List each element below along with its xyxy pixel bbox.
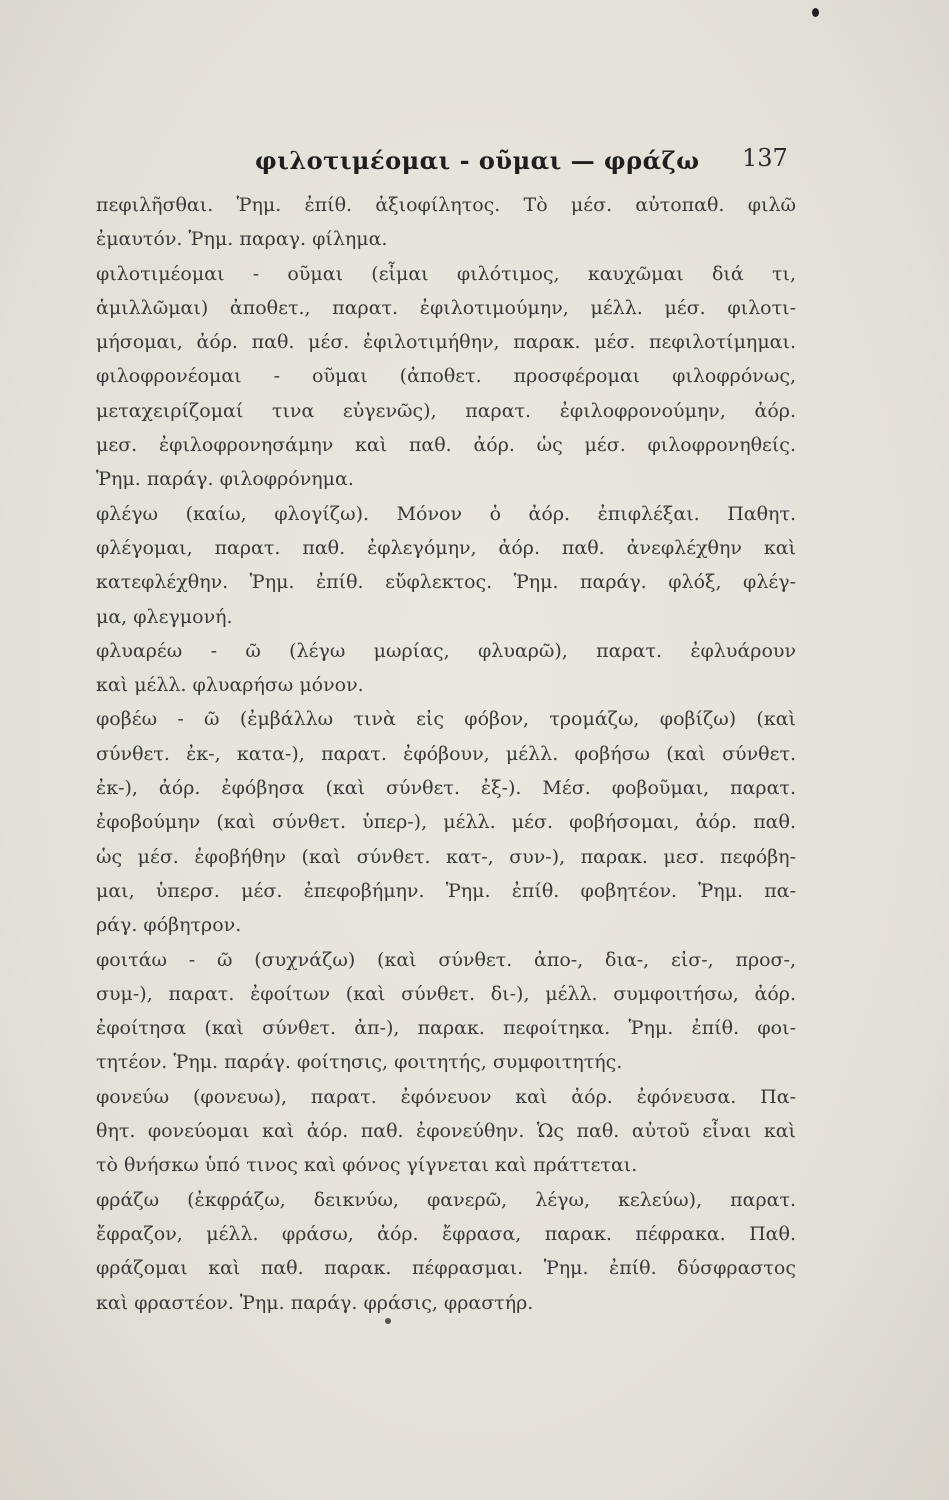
text-line: φλυαρέω - ῶ (λέγω μωρίας, φλυαρῶ), παρατ. ἐφλυάρουν <box>96 639 796 662</box>
text-line: μαι, ὑπερσ. μέσ. ἐπεφοβήμην. Ῥημ. ἐπίθ. φοβητέον. Ῥημ. πα- <box>96 879 796 902</box>
text-line: πεφιλῆσθαι. Ῥημ. ἐπίθ. ἀξιοφίλητος. Τὸ μέσ. αὐτοπαθ. φιλῶ <box>96 194 796 216</box>
text-line: φοιτάω - ῶ (συχνάζω) (καὶ σύνθετ. ἀπο-, δια-, εἰσ-, προσ-, <box>96 948 796 971</box>
text-line: ἐφοβούμην (καὶ σύνθετ. ὑπερ-), μέλλ. μέσ. φοβήσομαι, ἀόρ. παθ. <box>96 811 796 834</box>
text-line: ὡς μέσ. ἐφοβήθην (καὶ σύνθετ. κατ-, συν-), παρακ. μεσ. πεφόβη- <box>96 845 796 868</box>
text-line: φλέγω (καίω, φλογίζω). Μόνον ὁ ἀόρ. ἐπιφλέξαι. Παθητ. <box>96 502 796 525</box>
text-line: τητέον. Ῥημ. παράγ. φοίτησις, φοιτητής, συμφοιτητής. <box>96 1051 623 1074</box>
text-line: σύνθετ. ἐκ-, κατα-), παρατ. ἐφόβουν, μέλλ. φοβήσω (καὶ σύνθετ. <box>96 742 796 765</box>
text-line: ἐκ-), ἀόρ. ἐφόβησα (καὶ σύνθετ. ἐξ-). Μέσ. φοβοῦμαι, παρατ. <box>96 777 796 800</box>
running-title: φιλοτιμέομαι - οῦμαι — φράζω <box>255 146 700 175</box>
text-line: ἐφοίτησα (καὶ σύνθετ. ἀπ-), παρακ. πεφοίτηκα. Ῥημ. ἐπίθ. φοι- <box>96 1017 796 1040</box>
text-line: μα, φλεγμονή. <box>96 605 233 628</box>
ink-spot <box>812 8 819 17</box>
text-line: καὶ μέλλ. φλυαρήσω μόνον. <box>96 674 364 697</box>
page-header <box>0 146 949 178</box>
text-line: φοβέω - ῶ (ἐμβάλλω τινὰ εἰς φόβον, τρομάζω, φοβίζω) (καὶ <box>96 708 796 731</box>
text-line: ἐμαυτόν. Ῥημ. παραγ. φίλημα. <box>96 228 388 251</box>
text-line: συμ-), παρατ. ἐφοίτων (καὶ σύνθετ. δι-), μέλλ. συμφοιτήσω, ἀόρ. <box>96 982 796 1005</box>
text-line: φλέγομαι, παρατ. παθ. ἐφλεγόμην, ἀόρ. παθ. ἀνεφλέχθην καὶ <box>96 536 796 559</box>
text-line: κατεφλέχθην. Ῥημ. ἐπίθ. εὔφλεκτος. Ῥημ. παράγ. φλόξ, φλέγ- <box>96 571 796 594</box>
text-line: μήσομαι, ἀόρ. παθ. μέσ. ἐφιλοτιμήθην, παρακ. μέσ. πεφιλοτίμημαι. <box>96 331 796 354</box>
text-line: ἁμιλλῶμαι) ἀποθετ., παρατ. ἐφιλοτιμούμην, μέλλ. μέσ. φιλοτι- <box>96 296 796 319</box>
text-line: φράζομαι καὶ παθ. παρακ. πέφρασμαι. Ῥημ. ἐπίθ. δύσφραστος <box>96 1257 796 1280</box>
text-line: φιλοφρονέομαι - οῦμαι (ἀποθετ. προσφέρομαι φιλοφρόνως, <box>96 365 796 388</box>
text-line: τὸ θνήσκω ὑπό τινος καὶ φόνος γίγνεται καὶ πράττεται. <box>96 1154 638 1177</box>
text-line: φονεύω (φονευω), παρατ. ἐφόνευον καὶ ἀόρ. ἐφόνευσα. Πα- <box>96 1085 796 1108</box>
text-line: Ῥημ. παράγ. φιλοφρόνημα. <box>96 468 354 491</box>
text-line: καὶ φραστέον. Ῥημ. παράγ. φράσις, φραστήρ. <box>96 1291 534 1314</box>
text-line: φιλοτιμέομαι - οῦμαι (εἶμαι φιλότιμος, καυχῶμαι διά τι, <box>96 262 796 285</box>
text-line: μεσ. ἐφιλοφρονησάμην καὶ παθ. ἀόρ. ὡς μέσ. φιλοφρονηθείς. <box>96 434 796 457</box>
text-line: θητ. φονεύομαι καὶ ἀόρ. παθ. ἐφονεύθην. Ὡς παθ. αὐτοῦ εἶναι καὶ <box>96 1120 796 1143</box>
paper-speck <box>385 1318 391 1324</box>
text-line: ἔφραζον, μέλλ. φράσω, ἀόρ. ἔφρασα, παρακ. πέφρακα. Παθ. <box>96 1222 796 1245</box>
text-line: φράζω (ἐκφράζω, δεικνύω, φανερῶ, λέγω, κελεύω), παρατ. <box>96 1188 796 1211</box>
text-line: ράγ. φόβητρον. <box>96 914 242 937</box>
page-number: 137 <box>742 144 788 172</box>
dictionary-entries <box>96 188 796 1320</box>
text-line: μεταχειρίζομαί τινα εὐγενῶς), παρατ. ἐφιλοφρονούμην, ἀόρ. <box>96 399 796 422</box>
